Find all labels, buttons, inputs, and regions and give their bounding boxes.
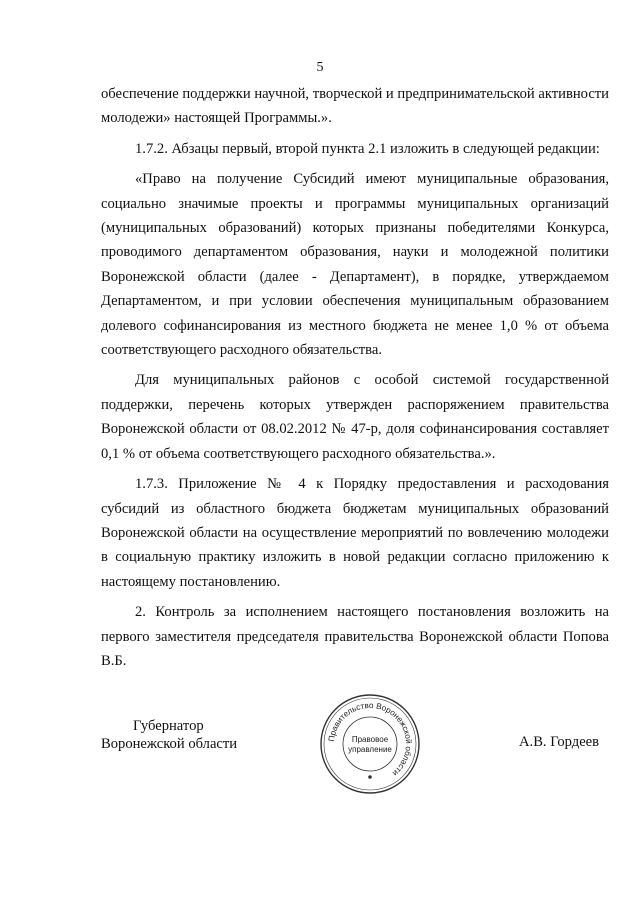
paragraph: Для муниципальных районов с особой системой государственной поддержки, перечень которых утвержден распоряжением правительства Воронежской области от 08.02.2012 № 47-р, доля софинансирования составляет 0,1 % от объема соответствующего расходного обязательства.». xyxy=(101,372,609,462)
paragraph: обеспечение поддержки научной, творческой и предпринимательской активности молодежи» настоящей Программы.». xyxy=(101,86,609,127)
stamp-ring-text: Правительство Воронежской области xyxy=(327,700,414,778)
signatory-position xyxy=(101,717,237,753)
paragraph: «Право на получение Субсидий имеют муниципальные образования, социально значимые проекты и программы муниципальных организаций (муниципальных образований) которых признаны победителями Конкурса, проводимого департаментом образования, науки и молодежной политики Воронежской области (далее - Департамент), в порядке, утверждаемом Департаментом, и при условии обеспечения муниципальным образованием долевого софинансирования из местного бюджета не менее 1,0 % от объема соответствующего расходного обязательства. xyxy=(101,171,609,359)
signatory-name: А.В. Гордеев xyxy=(519,734,600,750)
stamp-center-line2: управление xyxy=(348,745,392,754)
paragraph: 1.7.3. Приложение № 4 к Порядку предоставления и расходования субсидий из областного бюджета бюджетам муниципальных образований Воронежской области на осуществление мероприятий по вовлечению молодежи в социальную практику изложить в новой редакции согласно приложению к настоящему постановлению. xyxy=(101,476,609,590)
page-number: 5 xyxy=(316,60,324,75)
position-title: Губернатор xyxy=(133,718,204,734)
official-stamp xyxy=(318,692,422,796)
document-body xyxy=(101,82,609,679)
paragraph: 2. Контроль за исполнением настоящего постановления возложить на первого заместителя председателя правительства Воронежской области Попова В.Б. xyxy=(101,604,609,669)
paragraph: 1.7.2. Абзацы первый, второй пункта 2.1 изложить в следующей редакции: xyxy=(135,140,600,157)
stamp-center-line1: Правовое xyxy=(351,735,389,744)
stamp-inner-ring xyxy=(343,717,397,771)
stamp-dot xyxy=(368,775,372,779)
position-region: Воронежской области xyxy=(101,736,238,752)
